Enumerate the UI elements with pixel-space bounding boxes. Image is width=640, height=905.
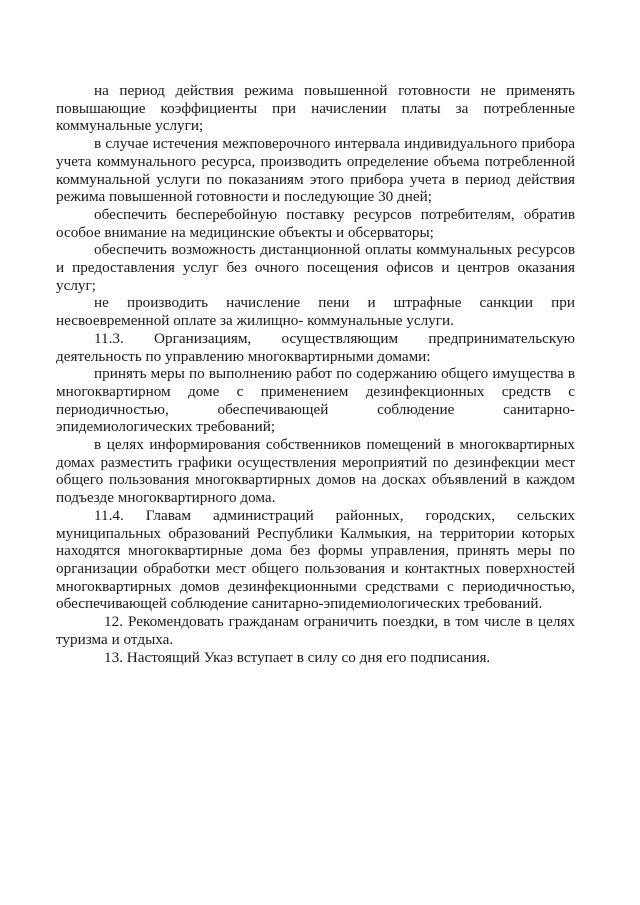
paragraph-no-penalties: не производить начисление пени и штрафные санкции при несвоевременной оплате за жилищно- коммунальные услуги. <box>56 294 575 330</box>
paragraph-disinfection-schedules: в целях информирования собственников помещений в многоквартирных домах разместить графики осуществления мероприятий по дезинфекции мест общего пользования многоквартирных домов на досках объявлений в каждом подъезде многоквартирного дома. <box>56 436 575 507</box>
paragraph-11-4-municipal-heads: 11.4. Главам администраций районных, городских, сельских муниципальных образований Республики Калмыкия, на территории которых находятся многоквартирные дома без формы управления, принять меры по организации обработки мест общего пользования и контактных поверхностей многоквартирных домов дезинфекционными средствами с периодичностью, обеспечивающей соблюдение санитарно-эпидемиологических требований. <box>56 506 575 613</box>
document-body <box>56 82 575 666</box>
paragraph-remote-payment: обеспечить возможность дистанционной оплаты коммунальных ресурсов и предоставления услуг без очного посещения офисов и центров оказания услуг; <box>56 241 575 294</box>
paragraph-resource-supply: обеспечить бесперебойную поставку ресурсов потребителям, обратив особое внимание на медицинские объекты и обсерваторы; <box>56 205 575 241</box>
paragraph-13-effective-date: 13. Настоящий Указ вступает в силу со дня его подписания. <box>104 648 491 666</box>
paragraph-no-surcharge: на период действия режима повышенной готовности не применять повышающие коэффициенты при начислении платы за потребленные коммунальные услуги; <box>56 82 575 135</box>
paragraph-11-3-management-companies: 11.3. Организациям, осуществляющим предпринимательскую деятельность по управлению многоквартирными домами: <box>56 329 575 365</box>
paragraph-disinfection-measures: принять меры по выполнению работ по содержанию общего имущества в многоквартирном доме с применением дезинфекционных средств с периодичностью, обеспечивающей соблюдение санитарно-эпидемиологических требований; <box>56 365 575 436</box>
paragraph-meter-reading: в случае истечения межповерочного интервала индивидуального прибора учета коммунального ресурса, производить определение объема потребленной коммунальной услуги по показаниям этого прибора учета в период действия режима повышенной готовности и последующие 30 дней; <box>56 135 575 206</box>
paragraph-12-travel-recommendation: 12. Рекомендовать гражданам ограничить поездки, в том числе в целях туризма и отдыха. <box>56 613 575 648</box>
